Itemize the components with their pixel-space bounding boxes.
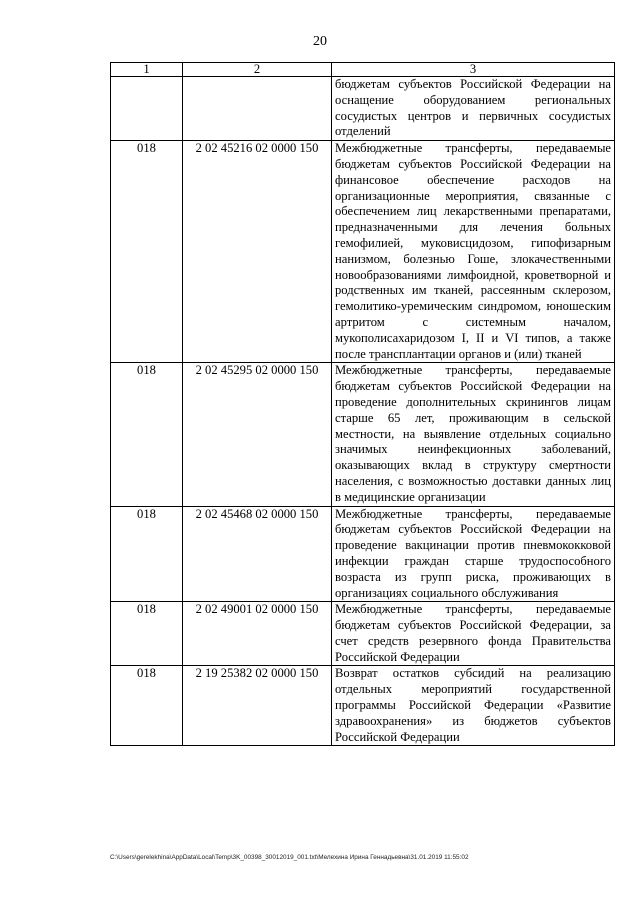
- admin-code-cell: 018: [111, 506, 183, 602]
- budget-code-cell: 2 02 45216 02 0000 150: [183, 141, 332, 363]
- table-header-row: [111, 63, 615, 77]
- column-header-3: 3: [332, 63, 615, 77]
- budget-code-cell: [183, 77, 332, 141]
- description-cell: Межбюджетные трансферты, передаваемые бюджетам субъектов Российской Федерации на проведение дополнительных скринингов лицам старше 65 лет, проживающим в сельской местности, на выявление отдельных социально значимых неинфекционных заболеваний, оказывающих вклад в структуру смертности населения, с возможностью доставки данных лиц в медицинские организации: [332, 363, 615, 506]
- budget-codes-table: [110, 62, 615, 746]
- table-row: [111, 363, 615, 506]
- column-header-2: 2: [183, 63, 332, 77]
- budget-code-cell: 2 02 49001 02 0000 150: [183, 602, 332, 666]
- admin-code-cell: 018: [111, 363, 183, 506]
- budget-code-cell: 2 02 45468 02 0000 150: [183, 506, 332, 602]
- table-row: [111, 77, 615, 141]
- table-row: [111, 141, 615, 363]
- description-cell: Межбюджетные трансферты, передаваемые бюджетам субъектов Российской Федерации, за счет средств резервного фонда Правительства Российской Федерации: [332, 602, 615, 666]
- description-cell: бюджетам субъектов Российской Федерации на оснащение оборудованием региональных сосудистых центров и первичных сосудистых отделений: [332, 77, 615, 141]
- admin-code-cell: [111, 77, 183, 141]
- description-cell: Межбюджетные трансферты, передаваемые бюджетам субъектов Российской Федерации на проведение вакцинации против пневмококковой инфекции граждан старше трудоспособного возраста из групп риска, проживающих в организациях социального обслуживания: [332, 506, 615, 602]
- table-row: [111, 602, 615, 666]
- budget-code-cell: 2 19 25382 02 0000 150: [183, 666, 332, 746]
- description-cell: Возврат остатков субсидий на реализацию отдельных мероприятий государственной программы Российской Федерации «Развитие здравоохранения» из бюджетов субъектов Российской Федерации: [332, 666, 615, 746]
- admin-code-cell: 018: [111, 141, 183, 363]
- file-path-footer: C:\Users\gerelekhina\AppData\Local\Temp\3K_00398_30012019_001.txt\Мелехина Ирина Геннадьевна\31.01.2019 11:55:02: [110, 854, 469, 861]
- admin-code-cell: 018: [111, 602, 183, 666]
- table-row: [111, 666, 615, 746]
- admin-code-cell: 018: [111, 666, 183, 746]
- table-row: [111, 506, 615, 602]
- budget-code-cell: 2 02 45295 02 0000 150: [183, 363, 332, 506]
- description-cell: Межбюджетные трансферты, передаваемые бюджетам субъектов Российской Федерации на финансовое обеспечение расходов на организационные мероприятия, связанные с обеспечением лиц лекарственными препаратами, предназначенными для лечения больных гемофилией, муковисцидозом, гипофизарным нанизмом, болезнью Гоше, злокачественными новообразованиями лимфоидной, кроветворной и родственных им тканей, рассеянным склерозом, гемолитико-уремическим синдромом, юношеским артритом с системным началом, мукополисахаридозом I, II и VI типов, а также после трансплантации органов и (или) тканей: [332, 141, 615, 363]
- page-number: 20: [313, 34, 327, 49]
- column-header-1: 1: [111, 63, 183, 77]
